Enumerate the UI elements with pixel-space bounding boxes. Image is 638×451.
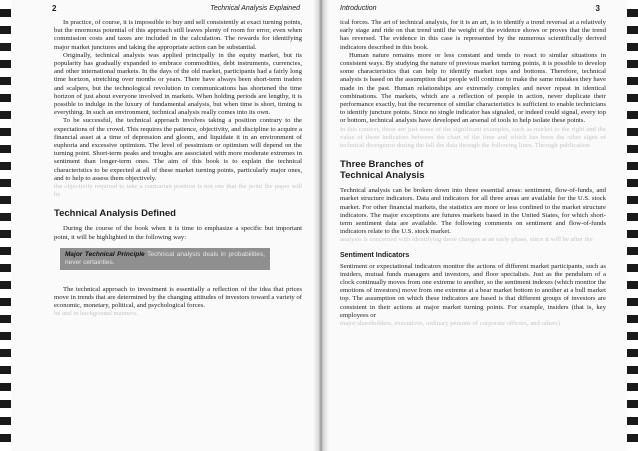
subheading-sentiment: Sentiment Indicators	[340, 251, 410, 259]
left-paragraph-1: In practice, of course, it is impossible to buy and sell consistently at exact turning points, but the enormous potential of this approach still leaves plenty of room for error, even when commission costs and taxes are included in the calculation. The rewards for identifying major market junctures and taking the appropriate action can be substantial.	[54, 19, 302, 51]
section-heading-branches	[340, 159, 606, 181]
left-paragraph-2: Originally, technical analysis was applied principally in the equity market, but its popularity has gradually expanded to embrace commodities, debt instruments, currencies, and other international markets. In the days of the old market, participants had a fairly long time horizon, stretching over months or years. There have always been short-term traders and scalpers, but the technological revolution in communications has shortened the time horizon of just about everyone involved in markets. When holding periods are lengthy, it is possible to indulge in the luxury of fundamental analysis, but when time is short, timing is everything. In such an environment, technical analysis really comes into its own.	[54, 51, 302, 117]
right-second-paragraph: Human nature remains more or less constant and tends to react to similar situations in consistent ways. By studying the nature of previous market turning points, it is possible to develop some characteristics that can help to identify market tops and bottoms. Therefore, technical analysis is based on the assumption that people will continue to make the same mistakes they have made in the past. Human relationships are extremely complex and never repeat in identical combinations. The markets, which are a reflection of people in action, never duplicate their performance exactly, but the recurrence of similar characteristics is sufficient to enable technicians to identify juncture points. Since no single indicator has signaled, or indeed could signal, every top or bottom, technical analysts have developed an arsenal of tools to help isolate these points.	[340, 51, 606, 125]
left-closing-paragraph: The technical approach to investment is essentially a reflection of the idea that prices move in trends that are determined by the changing attitudes of investors toward a variety of economic, monetary, political, and psychological forces.	[54, 285, 302, 310]
right-page-number: 3	[595, 4, 600, 13]
principle-box	[60, 248, 270, 270]
left-page	[22, 0, 312, 451]
right-branches-paragraph: Technical analysis can be broken down into three essential areas: sentiment, flow-of-funds, and market structure indicators. Data and indicators for all three areas are available for the U.S. stock market. For other financial markets, the statistics are more or less confined to the market structure indicators. The major exceptions are futures markets based in the United States, for which short-term sentiment data are available. The following comments on sentiment and flow-of-funds indicators relate to the U.S. stock market.	[340, 187, 606, 236]
section-heading-defined: Technical Analysis Defined	[54, 208, 176, 220]
right-faded-text-2: analysis is concerned with identifying these changes at an early phase, since it will be after the	[340, 236, 593, 244]
right-page	[332, 0, 620, 451]
right-running-head	[340, 4, 600, 16]
right-intro-paragraph: ical forces. The art of technical analysis, for it is an art, is to identify a trend reversal at a relatively early stage and ride on that trend until the weight of the evidence shows or proves that the trend has reversed. The evidence in this case is represented by the numerous scientifically derived indicators described in this book.	[340, 19, 606, 51]
branches-heading-line-2: Technical Analysis	[340, 170, 425, 182]
left-faded-text: the objectivity required to take a contrarian position is not one that the point the paper will be	[54, 183, 302, 199]
left-page-number: 2	[52, 4, 57, 13]
principle-text: Technical analysis deals in probabilities, never certainties.	[65, 250, 265, 266]
branches-heading-line-1: Three Branches of	[340, 159, 424, 171]
principle-label: Major Technical Principle	[65, 250, 145, 258]
left-defined-paragraph: During the course of the book when it is time to emphasize a specific but important point, it will be highlighted in the following way:	[54, 225, 302, 241]
page-gutter	[313, 0, 329, 451]
left-closing-faded: be and in background manners.	[54, 310, 138, 318]
right-sentiment-faded: major shareholders, executives, ordinary persons of corporate officers, and others)	[340, 320, 561, 328]
left-running-title: Technical Analysis Explained	[210, 5, 300, 12]
left-paragraph-3: To be successful, the technical approach involves taking a position contrary to the expectations of the crowd. This requires the patience, objectivity, and discipline to acquire a financial asset at a time of depression and gloom, and liquidate it in an environment of euphoria and excessive optimism. The level of pessimism or optimism will depend on the turning point. Short-term peaks and troughs are associated with more moderate extremes in sentiment than longer-term ones. The aim of this book is to explain the technical characteristics to be expected at all of these market turning points, particularly major ones, and to help to assess them objectively.	[54, 117, 302, 182]
right-faded-text: in this context, these are just some of the significant examples, such as market to the right and the value of these indicators between the chart of the time and which has been the other signs of technical divergence during the fall the data through the following lines. Through publication	[340, 125, 606, 150]
left-body	[54, 19, 302, 319]
spiral-binding-right	[622, 0, 638, 451]
right-running-title: Introduction	[340, 5, 377, 12]
right-body	[340, 19, 606, 328]
spiral-binding-left	[0, 0, 16, 451]
right-sentiment-paragraph: Sentiment or expectational indicators monitor the actions of different market participants, such as insiders, mutual funds managers and investors, and floor specialists. Just as the pendulum of a clock continually moves from one extreme to another, so the sentiment indexes (which monitor the emotions of investors) move from one extreme at a bear market bottom to another at a bull market top. The assumption on which these indicators are based is that different groups of investors are consistent in their actions at major market turning points. For example, insiders (that is, key employees or	[340, 262, 606, 319]
left-running-head	[52, 4, 300, 16]
